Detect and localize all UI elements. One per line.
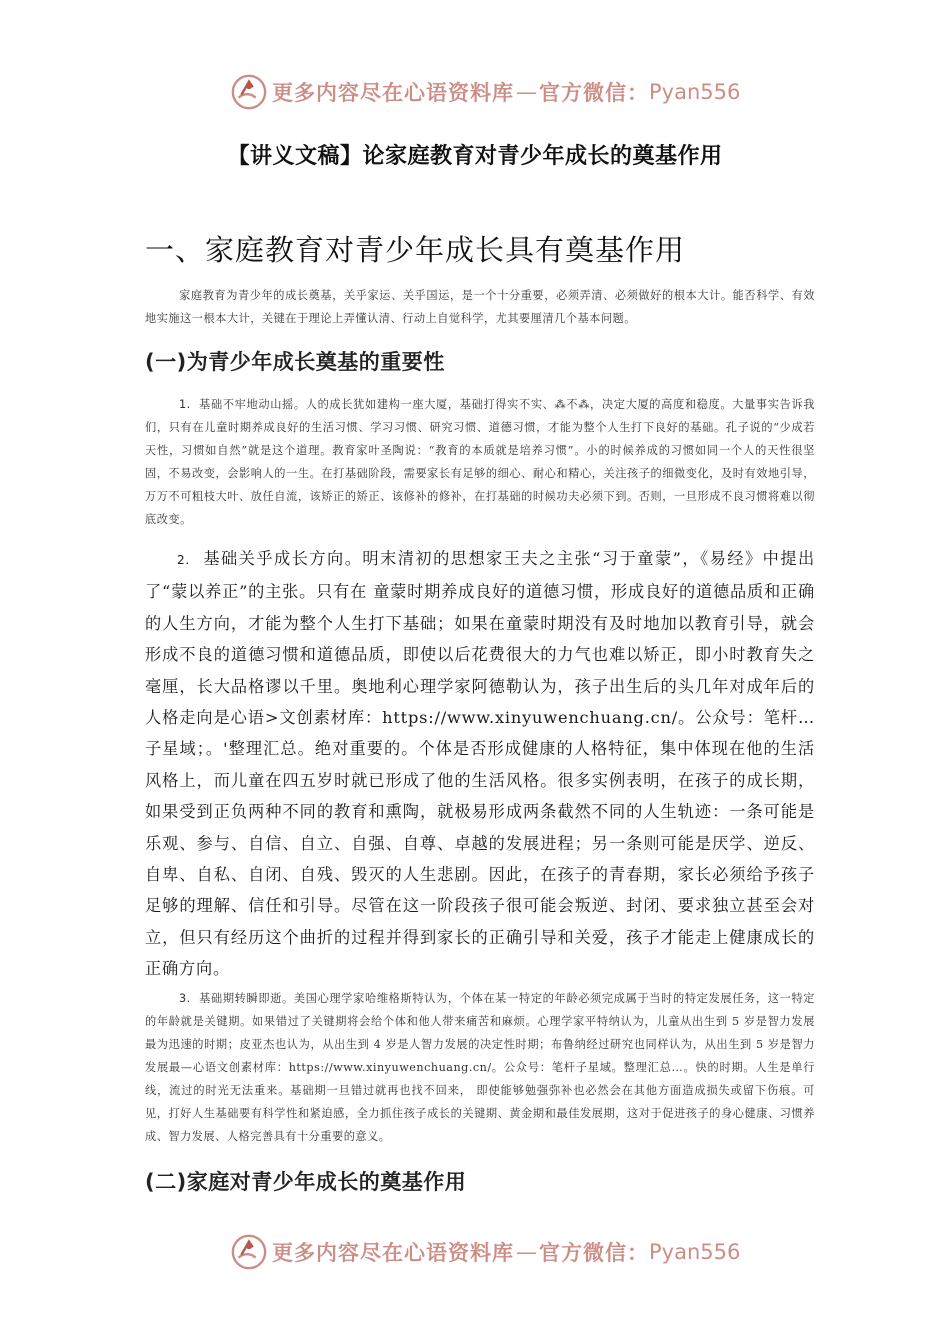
book-logo-icon — [230, 1233, 268, 1271]
banner-wechat-id: Pyan556 — [649, 80, 741, 104]
banner-text: 更多内容尽在心语资料库 — [272, 81, 514, 105]
book-logo-icon — [230, 73, 268, 111]
banner-wechat-label: 官方微信： — [539, 1241, 649, 1265]
subsection-heading-2: (二)家庭对青少年成长的奠基作用 — [145, 1170, 467, 1194]
section-heading: 一、家庭教育对青少年成长具有奠基作用 — [145, 233, 686, 267]
banner-wechat-id: Pyan556 — [649, 1240, 741, 1264]
paragraph-item-1 — [145, 393, 815, 531]
paragraph-item-2 — [145, 543, 815, 985]
item-2-number: 2. — [177, 553, 191, 567]
item-1-text: 基础不牢地动山摇。人的成长犹如建构一座大厦，基础打得实不实、⁂不⁂，决定大厦的高度和稳度。大量事实告诉我们，只有在儿童时期养成良好的生活习惯、学习习惯、研究习惯、道德习惯，才能为整个人生打下良好的基础。孔子说的“少成若天性，习惯如自然”就是这个道理。教育家叶圣陶说：“教育的本质就是培养习惯”。小的时候养成的习惯如同一个人的天性很坚固，不易改变，会影响人的一生。在打基础阶段，需要家长有足够的细心、耐心和精心，关注孩子的细微变化，及时有效地引导，万万不可粗枝大叶、放任自流，该矫正的矫正、该修补的修补，在打基础的时候功夫必须下到。否则，一旦形成不良习惯将难以彻底改变。 — [145, 398, 815, 526]
header-banner — [230, 72, 740, 112]
document-title: 【讲义文稿】论家庭教育对青少年成长的奠基作用 — [227, 144, 723, 169]
item-3-number: 3. — [179, 992, 191, 1005]
banner-wechat-label: 官方微信： — [539, 81, 649, 105]
intro-paragraph — [145, 284, 815, 330]
item-1-number: 1. — [179, 398, 191, 411]
banner-separator: — — [516, 80, 537, 104]
item-3-text: 基础期转瞬即逝。美国心理学家哈维格斯特认为，个体在某一特定的年龄必须完成属于当时的特定发展任务，这一特定的年龄就是关键期。如果错过了关键期将会给个体和他人带来痛苦和麻烦。心理学家平特纳认为，儿童从出生到 5 岁是智力发展最为迅速的时期；皮亚杰也认为，从出生到 4 岁是人智力发展的决定性时期；布鲁纳经过研究也同样认为，从出生到 5 岁是智力发展最—心语文创素材库：https://www.xinyuwenchuang.cn/。公众号：笔杆子星域。整理汇总…。快的时期。人生是单行线，流过的时光无法重来。基础期一旦错过就再也找不回来， 即使能够勉强弥补也必然会在其他方面造成损失或留下伤痕。可见，打好人生基础要有科学性和紧迫感，全力抓住孩子成长的关键期、黄金期和最佳发展期，这对于促进孩子的身心健康、习惯养成、智力发展、人格完善具有十分重要的意义。 — [145, 992, 815, 1143]
intro-text: 家庭教育为青少年的成长奠基，关乎家运、关乎国运，是一个十分重要，必须弄清、必须做好的根本大计。能否科学、有效地实施这一根本大计，关键在于理论上弄懂认清、行动上自觉科学，尤其要厘清几个基本问题。 — [145, 289, 815, 325]
banner-text: 更多内容尽在心语资料库 — [272, 1241, 514, 1265]
subsection-heading-1: (一)为青少年成长奠基的重要性 — [145, 350, 445, 374]
item-2-text: 基础关乎成长方向。明末清初的思想家王夫之主张“习于童蒙”，《易经》中提出了“蒙以养正”的主张。只有在 童蒙时期养成良好的道德习惯，形成良好的道德品质和正确的人生方向，才能为整个人生打下基础；如果在童蒙时期没有及时地加以教育引导，就会形成不良的道德习惯和道德品质，即使以后花费很大的力气也难以矫正，即小时教育失之毫厘，长大品格谬以千里。奥地利心理学家阿德勒认为，孩子出生后的头几年对成年后的人格走向是心语>文创素材库：https://www.xinyuwenchuang.cn/。公众号：笔杆…子星域；。'整理汇总。绝对重要的。个体是否形成健康的人格特征，集中体现在他的生活风格上，而儿童在四五岁时就已形成了他的生活风格。很多实例表明，在孩子的成长期，如果受到正负两种不同的教育和熏陶，就极易形成两条截然不同的人生轨迹：一条可能是乐观、参与、自信、自立、自强、自尊、卓越的发展进程；另一条则可能是厌学、逆反、自卑、自私、自闭、自残、毁灭的人生悲剧。因此，在孩子的青春期，家长必须给予孩子足够的理解、信任和引导。尽管在这一阶段孩子很可能会叛逆、封闭、要求独立甚至会对立，但只有经历这个曲折的过程并得到家长的正确引导和关爱，孩子才能走上健康成长的正确方向。 — [145, 549, 815, 979]
banner-separator: — — [516, 1240, 537, 1264]
footer-banner — [230, 1232, 740, 1272]
paragraph-item-3 — [145, 987, 815, 1148]
